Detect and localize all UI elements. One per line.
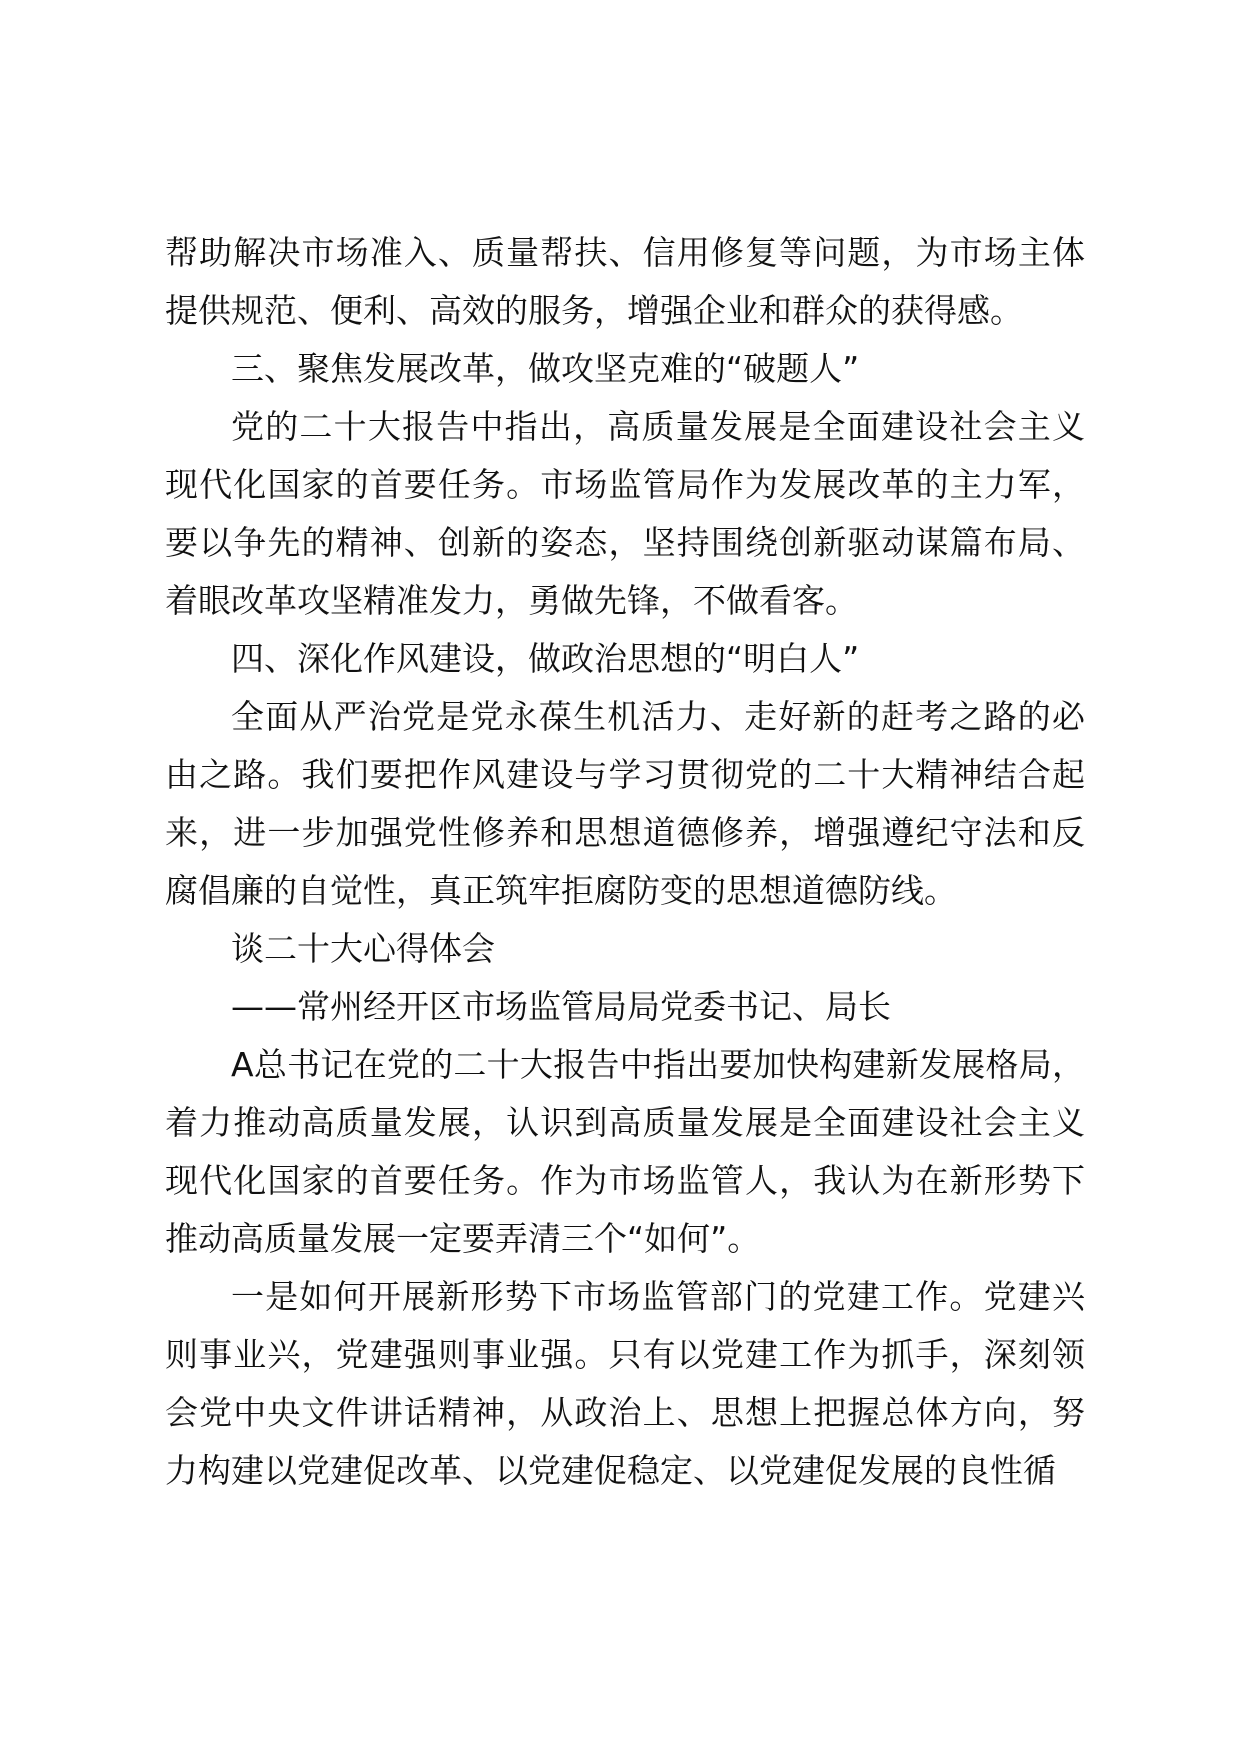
paragraph-party-discipline: 全面从严治党是党永葆生机活力、走好新的赶考之路的必由之路。我们要把作风建设与学习贯彻党的二十大精神结合起来，进一步加强党性修养和思想道德修养，增强遵纪守法和反腐倡廉的自觉性，真正筑牢拒腐防变的思想道德防线。 (165, 697, 1085, 910)
document-body (165, 224, 1085, 1500)
paragraph-point-one: 一是如何开展新形势下市场监管部门的党建工作。党建兴则事业兴，党建强则事业强。只有以党建工作为抓手，深刻领会党中央文件讲话精神，从政治上、思想上把握总体方向，努力构建以党建促改革、以党建促稳定、以党建促发展的良性循 (165, 1277, 1085, 1490)
paragraph-continuation: 帮助解决市场准入、质量帮扶、信用修复等问题，为市场主体提供规范、便利、高效的服务，增强企业和群众的获得感。 (165, 233, 1085, 330)
article-author: ——常州经开区市场监管局局党委书记、局长 (231, 987, 891, 1026)
section-heading-three: 三、聚焦发展改革，做攻坚克难的“破题人” (231, 349, 860, 388)
article-title: 谈二十大心得体会 (231, 929, 495, 968)
section-heading-four: 四、深化作风建设，做政治思想的“明白人” (231, 639, 860, 678)
paragraph-intro: A总书记在党的二十大报告中指出要加快构建新发展格局，着力推动高质量发展，认识到高质量发展是全面建设社会主义现代化国家的首要任务。作为市场监管人，我认为在新形势下推动高质量发展一定要弄清三个“如何”。 (165, 1045, 1085, 1258)
paragraph-high-quality-development: 党的二十大报告中指出，高质量发展是全面建设社会主义现代化国家的首要任务。市场监管局作为发展改革的主力军，要以争先的精神、创新的姿态，坚持围绕创新驱动谋篇布局、着眼改革攻坚精准发力，勇做先锋，不做看客。 (165, 407, 1085, 620)
